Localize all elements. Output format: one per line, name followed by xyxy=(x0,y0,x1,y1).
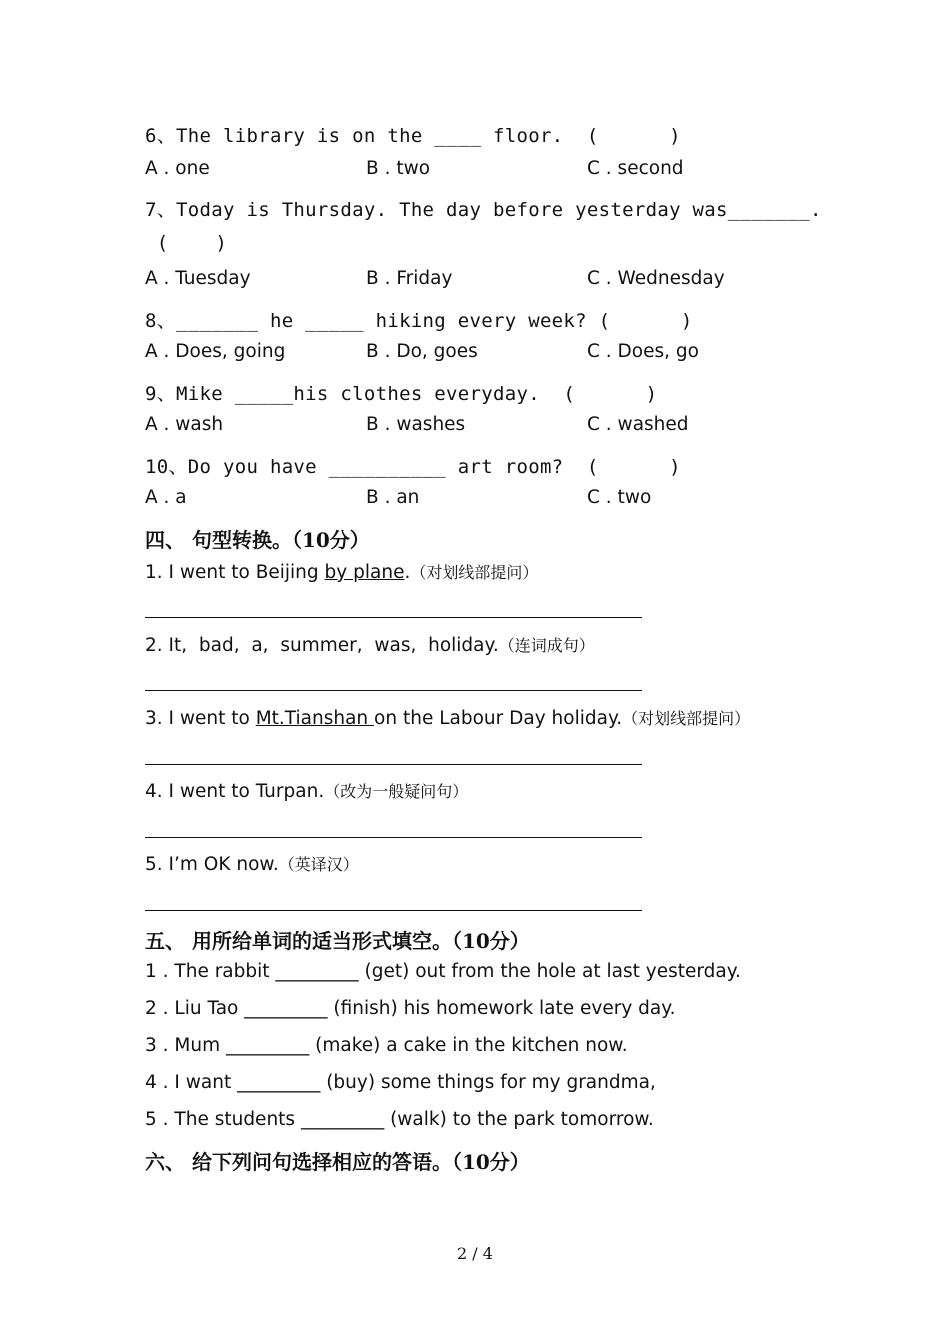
section-6-title: 六、 给下列问句选择相应的答语。（10分） xyxy=(145,1150,530,1174)
s4-question-2 xyxy=(145,633,595,656)
question-7-answer-paren: ( ) xyxy=(145,232,228,254)
s4-q4-note: （改为一般疑问句） xyxy=(324,782,469,801)
s5-item-1: 1 . The rabbit _________ (get) out from the hole at last yesterday. xyxy=(145,961,741,982)
q9-option-c: C . washed xyxy=(587,414,689,435)
s5-item-3: 3 . Mum _________ (make) a cake in the kitchen now. xyxy=(145,1035,628,1056)
page-number: 2 / 4 xyxy=(457,1244,493,1263)
s4-answer-line-5[interactable] xyxy=(145,910,642,911)
q10-option-b: B . an xyxy=(366,487,420,508)
q7-option-a: A . Tuesday xyxy=(145,268,251,289)
s4-q2-note: （连词成句） xyxy=(498,636,595,655)
s4-q1-note: （对划线部提问） xyxy=(410,563,539,582)
s4-q3-pre: 3. I went to xyxy=(145,708,256,729)
s4-answer-line-3[interactable] xyxy=(145,764,642,765)
q6-option-c: C . second xyxy=(587,158,684,179)
s5-item-4: 4 . I want _________ (buy) some things for my grandma, xyxy=(145,1072,656,1093)
q9-option-b: B . washes xyxy=(366,414,466,435)
s4-q1-post: . xyxy=(404,562,411,583)
s4-q1-pre: 1. I went to Beijing xyxy=(145,562,325,583)
s4-q1-underlined: by plane xyxy=(324,562,405,583)
q8-option-c: C . Does, go xyxy=(587,341,699,362)
q10-option-c: C . two xyxy=(587,487,652,508)
s4-question-1 xyxy=(145,560,538,583)
s5-item-5: 5 . The students _________ (walk) to the park tomorrow. xyxy=(145,1109,654,1130)
s4-question-4 xyxy=(145,779,468,802)
s4-q3-note: （对划线部提问） xyxy=(622,709,751,728)
question-7-stem: 7、Today is Thursday. The day before yesterday was_______. xyxy=(145,199,822,221)
q7-option-b: B . Friday xyxy=(366,268,453,289)
q7-option-c: C . Wednesday xyxy=(587,268,725,289)
q8-option-a: A . Does, going xyxy=(145,341,286,362)
s4-q5-note: （英译汉） xyxy=(278,855,359,874)
s4-q3-post: on the Labour Day holiday. xyxy=(374,708,623,729)
s4-q3-underlined: Mt.Tianshan xyxy=(255,708,375,729)
question-8-stem: 8、_______ he _____ hiking every week? ( ) xyxy=(145,310,693,332)
s4-answer-line-2[interactable] xyxy=(145,690,642,691)
s4-q2-text: 2. It, bad, a, summer, was, holiday. xyxy=(145,635,499,656)
s4-question-3 xyxy=(145,706,750,729)
q10-option-a: A . a xyxy=(145,487,187,508)
s4-answer-line-4[interactable] xyxy=(145,837,642,838)
q8-option-b: B . Do, goes xyxy=(366,341,478,362)
s4-question-5 xyxy=(145,852,359,875)
q9-option-a: A . wash xyxy=(145,414,224,435)
question-6-stem: 6、The library is on the ____ floor. ( ) xyxy=(145,125,681,147)
question-10-stem: 10、Do you have __________ art room? ( ) xyxy=(145,456,681,478)
question-9-stem: 9、Mike _____his clothes everyday. ( ) xyxy=(145,383,658,405)
s4-q5-text: 5. I’m OK now. xyxy=(145,854,279,875)
s4-q4-text: 4. I went to Turpan. xyxy=(145,781,325,802)
q6-option-a: A . one xyxy=(145,158,210,179)
section-4-title: 四、 句型转换。（10分） xyxy=(145,528,370,552)
q6-option-b: B . two xyxy=(366,158,431,179)
s5-item-2: 2 . Liu Tao _________ (finish) his homework late every day. xyxy=(145,998,676,1019)
section-5-title: 五、 用所给单词的适当形式填空。（10分） xyxy=(145,929,530,953)
s4-answer-line-1[interactable] xyxy=(145,617,642,618)
